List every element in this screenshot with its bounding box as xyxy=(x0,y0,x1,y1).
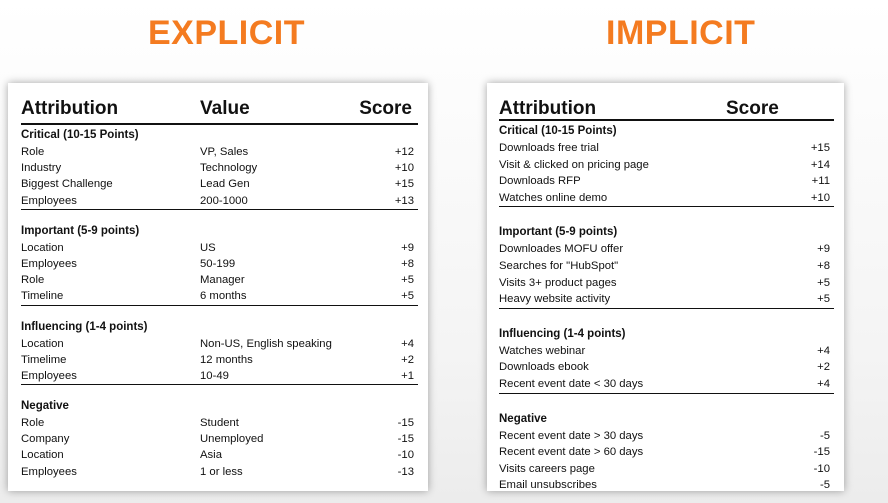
section-spacer xyxy=(8,385,428,396)
table-row xyxy=(499,291,834,309)
table-row xyxy=(499,190,834,208)
attribution-cell: Employees xyxy=(21,369,77,382)
attribution-cell: Visit & clicked on pricing page xyxy=(499,158,649,171)
implicit-scoring-table xyxy=(487,83,844,491)
score-cell: +8 xyxy=(817,259,830,272)
table-header xyxy=(21,95,418,125)
score-cell: -5 xyxy=(819,479,830,492)
table-row xyxy=(21,447,418,463)
score-cell: -13 xyxy=(397,465,414,478)
attribution-cell: Watches webinar xyxy=(499,344,586,357)
attribution-cell: Recent event date < 30 days xyxy=(499,377,644,390)
attribution-cell: Recent event date > 30 days xyxy=(499,429,644,442)
table-row xyxy=(21,193,418,210)
attribution-cell: Timeline xyxy=(21,290,64,303)
value-cell: VP, Sales xyxy=(200,146,249,158)
table-row xyxy=(499,140,834,157)
table-row xyxy=(499,428,834,445)
score-cell: -15 xyxy=(813,446,830,459)
score-cell: +2 xyxy=(401,353,414,366)
score-cell: -15 xyxy=(397,417,414,430)
value-column-header: Value xyxy=(200,98,250,119)
score-cell: -10 xyxy=(813,462,830,475)
explicit-scoring-table xyxy=(8,83,428,491)
table-row xyxy=(499,241,834,258)
section-spacer xyxy=(8,306,428,317)
attribution-cell: Employees xyxy=(21,257,77,270)
score-cell: +4 xyxy=(817,377,830,390)
score-cell: +9 xyxy=(401,241,414,254)
table-body xyxy=(487,124,844,494)
value-cell: Student xyxy=(200,417,239,430)
table-body xyxy=(8,128,428,480)
table-row xyxy=(21,176,418,192)
table-row xyxy=(21,272,418,288)
value-cell: 6 months xyxy=(200,290,247,303)
value-cell: Non-US, English speaking xyxy=(200,337,332,350)
score-cell: +14 xyxy=(810,158,830,171)
attribution-column-header: Attribution xyxy=(21,98,119,119)
score-cell: +5 xyxy=(817,293,830,306)
section-title: Influencing (1-4 points) xyxy=(499,327,626,340)
score-cell: +10 xyxy=(394,162,414,175)
table-row xyxy=(499,258,834,275)
table-row xyxy=(21,256,418,272)
section-title: Critical (10-15 Points) xyxy=(499,125,617,137)
score-cell: +4 xyxy=(817,344,830,357)
table-row xyxy=(21,431,418,447)
attribution-cell: Employees xyxy=(21,194,77,207)
attribution-cell: Heavy website activity xyxy=(499,293,611,306)
score-cell: +11 xyxy=(811,175,830,188)
attribution-cell: Visits 3+ product pages xyxy=(499,276,617,289)
score-column-header: Score xyxy=(359,98,412,119)
table-row xyxy=(499,275,834,292)
value-cell: Lead Gen xyxy=(200,178,250,191)
attribution-cell: Role xyxy=(21,146,45,158)
attribution-cell: Location xyxy=(21,241,64,254)
attribution-cell: Timelime xyxy=(21,353,67,366)
table-row xyxy=(499,376,834,394)
score-cell: +2 xyxy=(817,361,830,374)
score-cell: +5 xyxy=(817,276,830,289)
section-spacer xyxy=(487,309,844,324)
explicit-heading: EXPLICIT xyxy=(148,14,306,52)
attribution-cell: Downloads RFP xyxy=(499,175,581,188)
attribution-cell: Employees xyxy=(21,465,77,478)
score-cell: +5 xyxy=(401,274,414,287)
attribution-cell: Recent event date > 60 days xyxy=(499,446,644,459)
table-row xyxy=(499,477,834,494)
value-cell: US xyxy=(200,241,216,254)
score-cell: +1 xyxy=(401,369,414,382)
attribution-cell: Industry xyxy=(21,162,62,175)
attribution-cell: Visits careers page xyxy=(499,462,595,475)
table-row xyxy=(21,240,418,256)
score-cell: -5 xyxy=(819,429,830,442)
table-row xyxy=(21,368,418,385)
value-cell: 200-1000 xyxy=(200,194,248,207)
table-row xyxy=(21,415,418,431)
score-cell: +5 xyxy=(401,290,414,303)
table-row xyxy=(499,157,834,174)
value-cell: 50-199 xyxy=(200,257,236,270)
attribution-cell: Role xyxy=(21,417,45,430)
section-spacer xyxy=(8,210,428,221)
section-title: Influencing (1-4 points) xyxy=(21,320,148,333)
table-row xyxy=(499,444,834,461)
table-row xyxy=(499,343,834,360)
section-title: Important (5-9 points) xyxy=(499,226,618,239)
score-cell: -10 xyxy=(397,449,414,462)
table-row xyxy=(499,173,834,190)
attribution-cell: Location xyxy=(21,337,64,350)
attribution-column-header: Attribution xyxy=(499,98,597,119)
value-cell: 10-49 xyxy=(200,369,229,382)
value-cell: Asia xyxy=(200,449,222,462)
attribution-cell: Searches for "HubSpot" xyxy=(499,259,619,272)
table-row xyxy=(21,160,418,176)
table-row xyxy=(21,464,418,480)
table-row xyxy=(499,359,834,376)
value-cell: Technology xyxy=(200,162,258,175)
attribution-cell: Downloades MOFU offer xyxy=(499,243,624,256)
score-cell: -15 xyxy=(397,433,414,446)
attribution-cell: Biggest Challenge xyxy=(21,178,113,191)
attribution-cell: Company xyxy=(21,433,70,446)
attribution-cell: Email unsubscribes xyxy=(499,479,597,492)
table-row xyxy=(21,352,418,368)
score-column-header: Score xyxy=(726,98,779,119)
score-cell: +10 xyxy=(810,191,830,204)
table-header xyxy=(499,95,834,121)
section-spacer xyxy=(487,207,844,222)
section-title: Negative xyxy=(21,400,69,413)
section-spacer xyxy=(487,394,844,409)
implicit-heading: IMPLICIT xyxy=(606,14,756,52)
section-title: Negative xyxy=(499,412,547,425)
score-cell: +12 xyxy=(394,146,414,158)
attribution-cell: Role xyxy=(21,274,45,287)
attribution-cell: Downloads free trial xyxy=(499,142,599,154)
score-cell: +4 xyxy=(401,337,414,350)
section-title: Critical (10-15 Points) xyxy=(21,129,139,141)
value-cell: 1 or less xyxy=(200,465,243,478)
score-cell: +15 xyxy=(810,142,830,154)
value-cell: 12 months xyxy=(200,353,253,366)
attribution-cell: Downloads ebook xyxy=(499,361,589,374)
score-cell: +9 xyxy=(817,243,830,256)
attribution-cell: Watches online demo xyxy=(499,191,608,204)
value-cell: Manager xyxy=(200,274,245,287)
table-row xyxy=(21,144,418,160)
score-cell: +8 xyxy=(401,257,414,270)
table-row xyxy=(499,461,834,478)
score-cell: +15 xyxy=(394,178,414,191)
attribution-cell: Location xyxy=(21,449,64,462)
score-cell: +13 xyxy=(394,194,414,207)
value-cell: Unemployed xyxy=(200,433,264,446)
table-row xyxy=(21,336,418,352)
section-title: Important (5-9 points) xyxy=(21,224,140,237)
table-row xyxy=(21,288,418,305)
